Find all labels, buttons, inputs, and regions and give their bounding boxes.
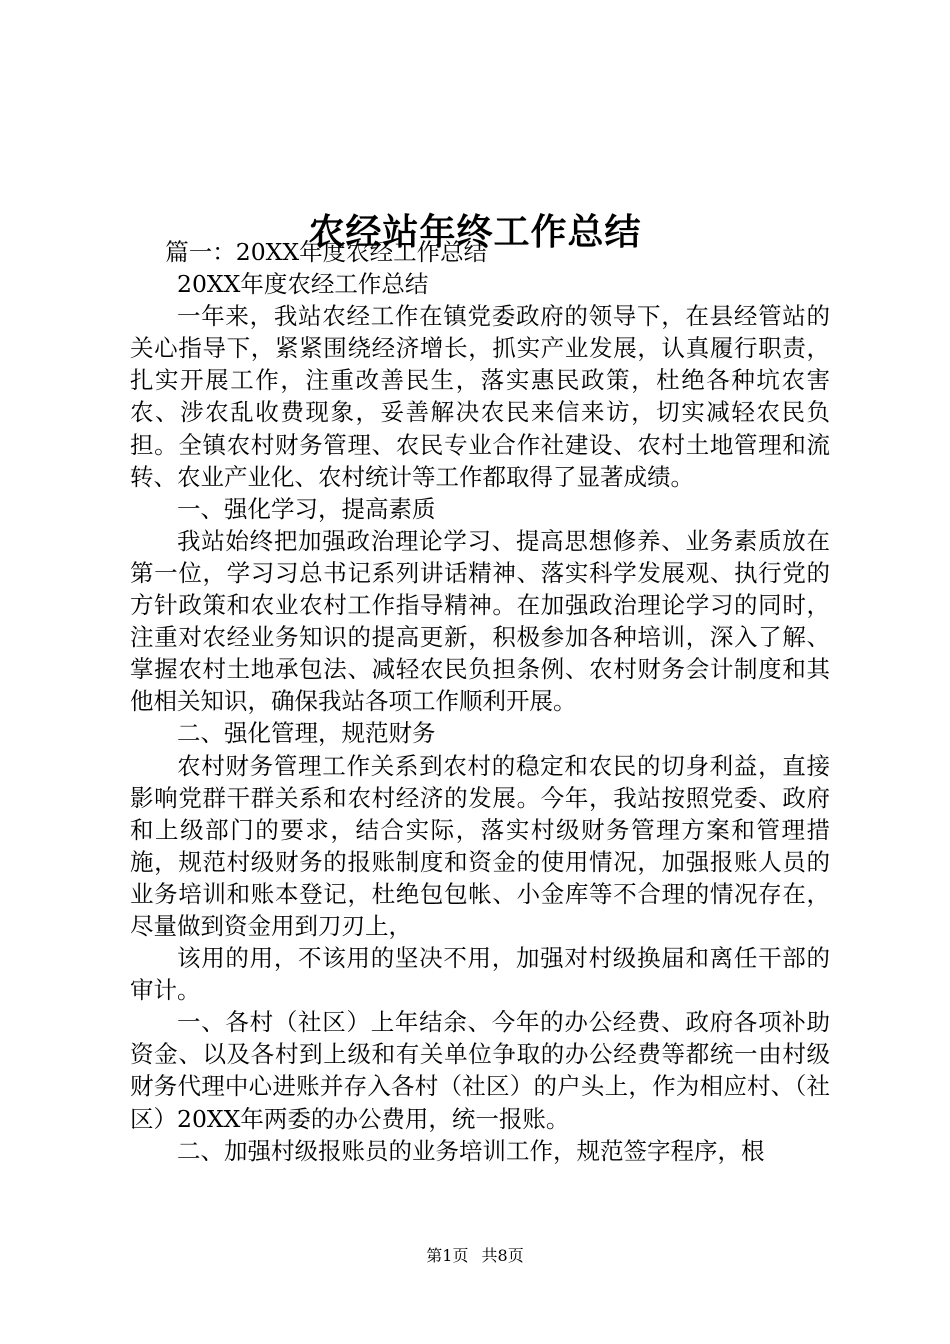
page-number: 第1页	[426, 1246, 469, 1265]
paragraph: 一、各村（社区）上年结余、今年的办公经费、政府各项补助资金、以及各村到上级和有关单位争取的办公经费等都统一由村级财务代理中心进账并存入各村（社区）的户头上，作为相应村、（社区）20XX年两委的办公费用，统一报账。	[130, 1008, 830, 1133]
section-heading: 二、强化管理，规范财务	[177, 719, 436, 748]
document-body	[130, 236, 830, 1167]
paragraph: 农村财务管理工作关系到农村的稳定和农民的切身利益，直接影响党群干群关系和农村经济的发展。今年，我站按照党委、政府和上级部门的要求，结合实际，落实村级财务管理方案和管理措施，规范村级财务的报账制度和资金的使用情况，加强报账人员的业务培训和账本登记，杜绝包包帐、小金库等不合理的情况存在，尽量做到资金用到刀刃上，	[130, 751, 830, 940]
paragraph: 一年来，我站农经工作在镇党委政府的领导下，在县经管站的关心指导下，紧紧围绕经济增长，抓实产业发展，认真履行职责，扎实开展工作，注重改善民生，落实惠民政策，杜绝各种坑农害农、涉农乱收费现象，妥善解决农民来信来访，切实减轻农民负担。全镇农村财务管理、农民专业合作社建设、农村土地管理和流转、农业产业化、农村统计等工作都取得了显著成绩。	[130, 302, 830, 491]
page-total: 共8页	[481, 1246, 524, 1265]
paragraph: 20XX年度农经工作总结	[177, 270, 429, 299]
paragraph: 该用的用，不该用的坚决不用，加强对村级换届和离任干部的审计。	[130, 944, 830, 1005]
section-heading: 一、强化学习，提高素质	[177, 494, 436, 523]
paragraph: 我站始终把加强政治理论学习、提高思想修养、业务素质放在第一位，学习习总书记系列讲话精神、落实科学发展观、执行党的方针政策和农业农村工作指导精神。在加强政治理论学习的同时，注重对农经业务知识的提高更新，积极参加各种培训，深入了解、掌握农村土地承包法、减轻农民负担条例、农村财务会计制度和其他相关知识，确保我站各项工作顺利开展。	[130, 526, 830, 716]
page-footer	[0, 1246, 950, 1266]
paragraph: 二、加强村级报账员的业务培训工作，规范签字程序，根	[177, 1136, 765, 1165]
document-title: 农经站年终工作总结	[308, 211, 642, 254]
paragraph: 篇一：20XX年度农经工作总结	[165, 238, 488, 266]
